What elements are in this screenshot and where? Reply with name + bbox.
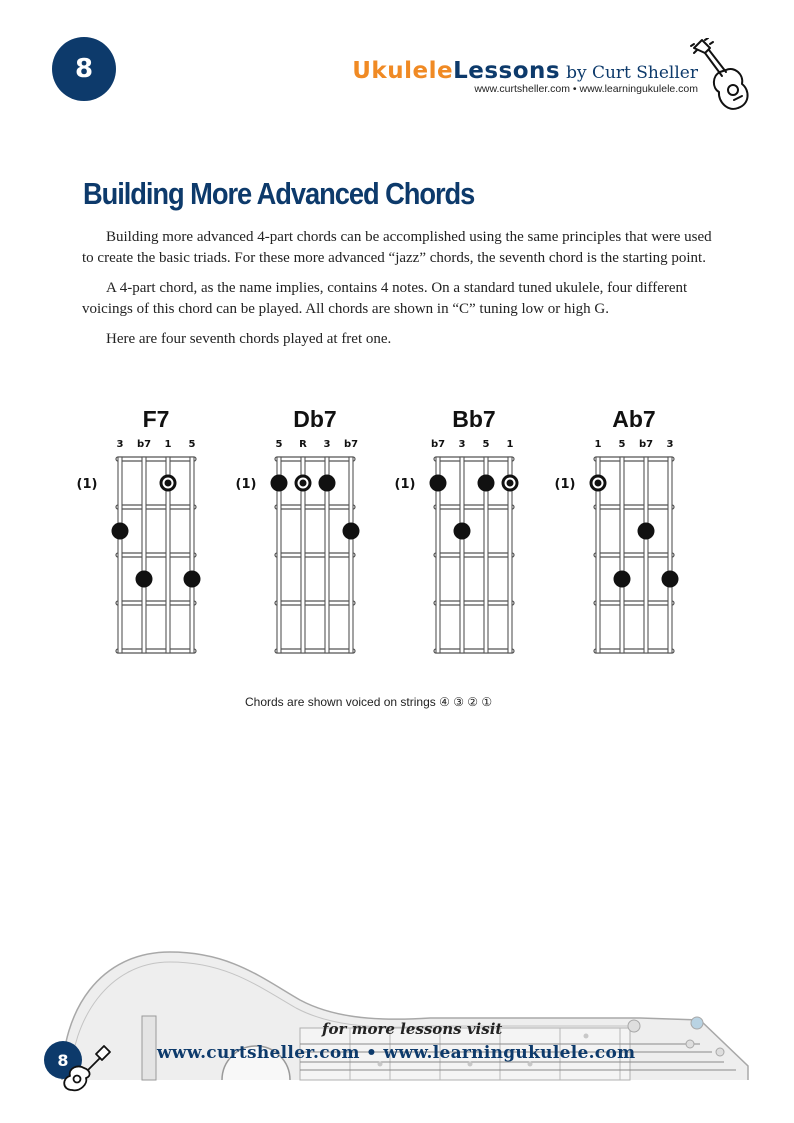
fret-line — [434, 457, 514, 461]
chord-diagram-db7 — [236, 406, 360, 653]
root-finger-dot-center — [300, 480, 307, 487]
page-number-badge — [52, 37, 116, 101]
root-finger-dot-center — [165, 480, 172, 487]
finger-dot — [271, 475, 288, 492]
fret-line — [275, 553, 355, 557]
fret-line — [594, 601, 674, 605]
chord-diagram-f7 — [77, 406, 201, 653]
brand-logo — [352, 58, 698, 95]
brand-lessons-text: Lessons — [453, 58, 561, 84]
string-line — [142, 457, 146, 653]
interval-label: 5 — [275, 439, 283, 450]
interval-label: b7 — [638, 439, 654, 450]
interval-label: 3 — [458, 439, 466, 450]
ukulele-icon — [688, 38, 752, 114]
interval-label: b7 — [343, 439, 359, 450]
string-line — [644, 457, 648, 653]
string-line — [668, 457, 672, 653]
paragraph-intro: Building more advanced 4-part chords can be accomplished using the same principles that were used to create the basic triads. For these more advanced “jazz” chords, the seventh chord is the starting point. — [82, 229, 712, 266]
fret-line — [434, 601, 514, 605]
finger-dot — [454, 523, 471, 540]
diagram-caption: Chords are shown voiced on strings ④ ③ ② ① — [245, 695, 493, 709]
chord-diagram-ab7 — [555, 406, 679, 653]
string-line — [190, 457, 194, 653]
string-line — [460, 457, 464, 653]
fret-line — [434, 553, 514, 557]
finger-dot — [319, 475, 336, 492]
finger-dot — [136, 571, 153, 588]
finger-dot — [638, 523, 655, 540]
string-line — [620, 457, 624, 653]
interval-label: 5 — [482, 439, 490, 450]
paragraph-voicings: A 4-part chord, as the name implies, contains 4 notes. On a standard tuned ukulele, four different voicings of this chord can be played. All chords are shown in “C” tuning low or high G. — [82, 280, 688, 317]
finger-dot — [112, 523, 129, 540]
interval-label: 1 — [594, 439, 602, 450]
root-finger-dot-center — [507, 480, 514, 487]
fret-line — [275, 601, 355, 605]
fret-line — [594, 553, 674, 557]
finger-dot — [478, 475, 495, 492]
interval-label: 5 — [618, 439, 626, 450]
interval-label: 3 — [116, 439, 124, 450]
interval-label: b7 — [136, 439, 152, 450]
paragraph-lead-in: Here are four seventh chords played at fret one. — [106, 331, 392, 347]
string-line — [349, 457, 353, 653]
fret-line — [594, 505, 674, 509]
page-title: Building More Advanced Chords — [83, 176, 475, 211]
chord-diagram-bb7 — [395, 406, 519, 653]
finger-dot — [184, 571, 201, 588]
footer-page-number: 8 — [57, 1050, 69, 1070]
finger-dot — [430, 475, 447, 492]
fret-line — [116, 505, 196, 509]
chord-name: Bb7 — [452, 406, 496, 432]
fret-line — [434, 649, 514, 653]
brand-title — [352, 58, 698, 84]
interval-label: 3 — [323, 439, 331, 450]
fret-number-label: (1) — [554, 477, 576, 492]
chord-name: Db7 — [293, 406, 337, 432]
brand-urls: www.curtsheller.com • www.learningukulele.com — [474, 83, 698, 95]
body-text — [82, 227, 722, 359]
footer-lead-text: for more lessons visit — [322, 1020, 503, 1038]
fret-line — [275, 649, 355, 653]
interval-label: 3 — [666, 439, 674, 450]
fret-line — [434, 505, 514, 509]
fret-line — [116, 601, 196, 605]
interval-label: 5 — [188, 439, 196, 450]
chord-name: Ab7 — [612, 406, 656, 432]
finger-dot — [343, 523, 360, 540]
interval-label: 1 — [164, 439, 172, 450]
fret-line — [594, 457, 674, 461]
fret-number-label: (1) — [235, 477, 257, 492]
fret-number-label: (1) — [76, 477, 98, 492]
fret-line — [275, 505, 355, 509]
fret-line — [116, 553, 196, 557]
finger-dot — [662, 571, 679, 588]
page-number: 8 — [74, 54, 94, 84]
interval-label: R — [299, 439, 307, 450]
root-finger-dot-center — [595, 480, 602, 487]
brand-ukulele-text: Ukulele — [352, 58, 454, 84]
fret-line — [594, 649, 674, 653]
fret-line — [116, 649, 196, 653]
footer-urls-link[interactable]: www.curtsheller.com • www.learningukulele.com — [157, 1043, 636, 1063]
interval-label: b7 — [430, 439, 446, 450]
chord-diagrams — [0, 395, 794, 675]
fret-number-label: (1) — [394, 477, 416, 492]
string-line — [118, 457, 122, 653]
finger-dot — [614, 571, 631, 588]
interval-label: 1 — [506, 439, 514, 450]
brand-author: by Curt Sheller — [566, 63, 698, 83]
fret-line — [275, 457, 355, 461]
chord-name: F7 — [142, 406, 170, 432]
footer-ukulele-icon — [58, 1042, 114, 1094]
fret-line — [116, 457, 196, 461]
